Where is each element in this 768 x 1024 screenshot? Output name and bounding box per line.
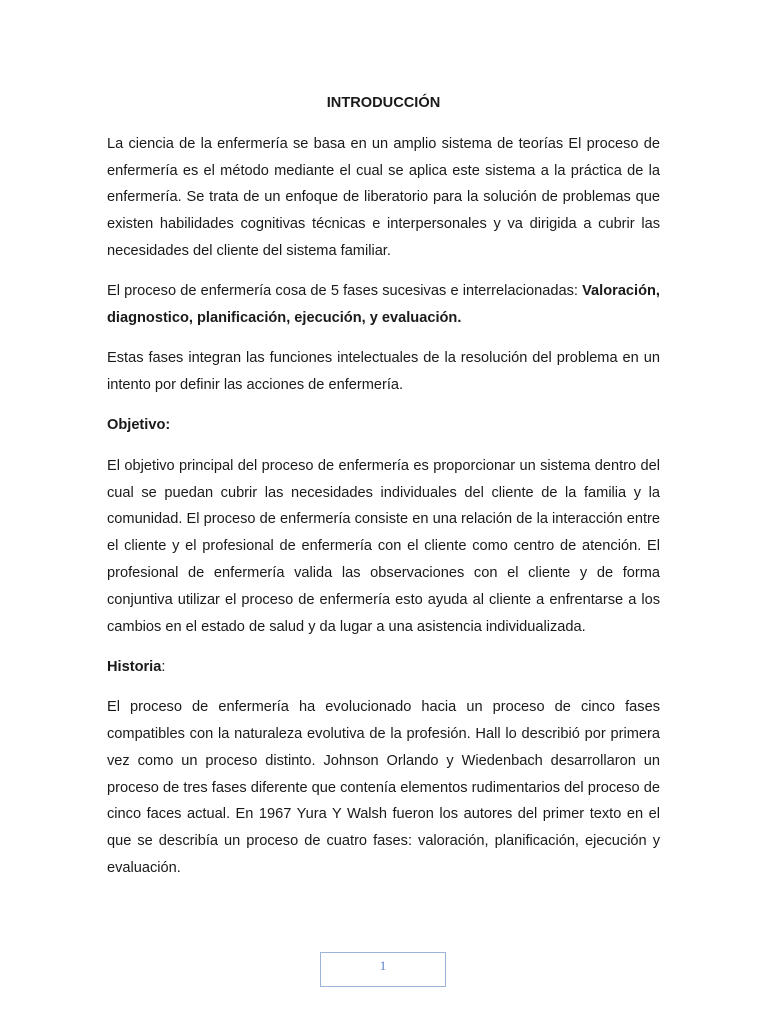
phases-list: Valoración, diagnostico, planificación, ejecución, y evaluación.: [107, 283, 660, 327]
document-body: [107, 90, 660, 895]
historia-heading: Historia: [107, 658, 162, 675]
page-number: 1: [320, 952, 446, 987]
objetivo-heading: Objetivo:: [107, 417, 171, 434]
historia-paragraph: El proceso de enfermería ha evolucionado hacia un proceso de cinco fases compatibles con la naturaleza evolutiva de la profesión. Hall lo describió por primera vez como un proceso distinto. Johnson Orlando y Wiedenbach desarrollaron un proceso de tres fases diferente que contenía elementos rudimentarios del proceso de cinco faces actual. En 1967 Yura Y Walsh fueron los autores del primer texto en el que se describía un proceso de cuatro fases: valoración, planificación, ejecución y evaluación.: [107, 699, 660, 876]
intro-paragraph-2: [107, 278, 660, 332]
intro-paragraph-2-text: El proceso de enfermería cosa de 5 fases sucesivas e interrelacionadas:: [107, 283, 578, 300]
intro-paragraph-3: Estas fases integran las funciones intelectuales de la resolución del problema en un intento por definir las acciones de enfermería.: [107, 350, 660, 394]
historia-colon: :: [161, 658, 166, 675]
historia-heading-line: [107, 654, 660, 681]
intro-paragraph-1: La ciencia de la enfermería se basa en un amplio sistema de teorías El proceso de enfermería es el método mediante el cual se aplica este sistema a la práctica de la enfermería. Se trata de un enfoque de liberatorio para la solución de problemas que existen habilidades cognitivas técnicas e interpersonales y va dirigida a cubrir las necesidades del cliente del sistema familiar.: [107, 135, 660, 259]
page-title: INTRODUCCIÓN: [326, 95, 441, 111]
objetivo-paragraph: El objetivo principal del proceso de enfermería es proporcionar un sistema dentro del cual se puedan cubrir las necesidades individuales del cliente de la familia y la comunidad. El proceso de enfermería consiste en una relación de la interacción entre el cliente y el profesional de enfermería con el cliente como centro de atención. El profesional de enfermería valida las observaciones con el cliente y de forma conjuntiva utilizar el proceso de enfermería esto ayuda al cliente a enfrentarse a los cambios en el estado de salud y da lugar a una asistencia individualizada.: [107, 457, 660, 635]
